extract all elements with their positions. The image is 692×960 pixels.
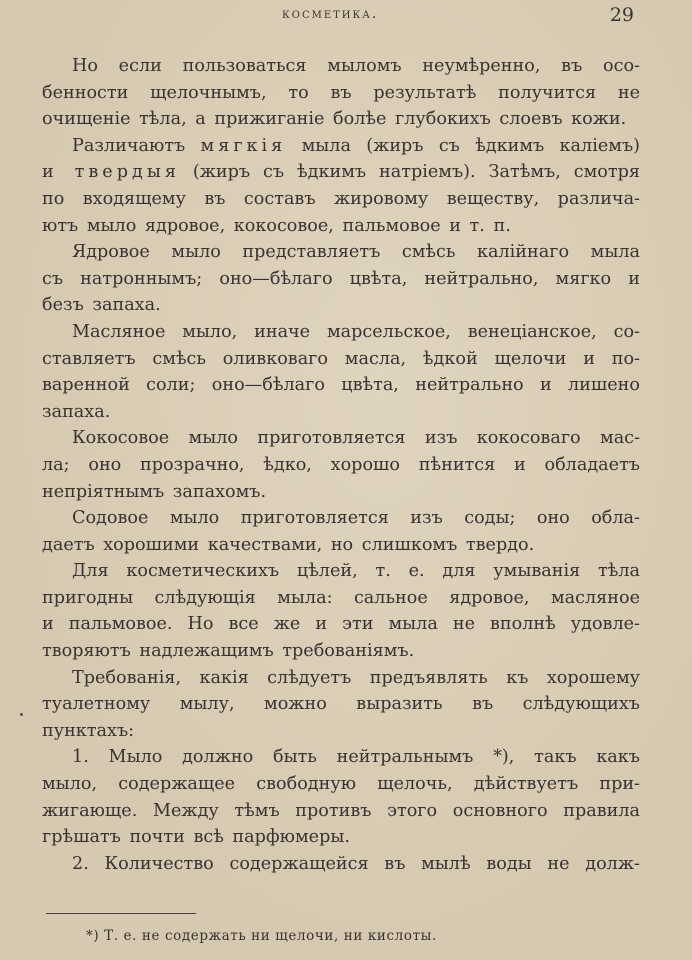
page-number: 29 [609,4,634,26]
text-line: жигающе. Между тѣмъ противъ этого основного правила [42,800,640,821]
spaced-term-soft: мягкія [200,135,287,156]
text-line: очищеніе тѣла, а прижиганіе болѣе глубокихъ слоевъ кожи. [42,109,627,130]
text-line: Содовое мыло приготовляется изъ соды; оно обла- [72,508,640,529]
text-line: ставляетъ смѣсь оливковаго масла, ѣдкой щелочи и по- [42,348,640,369]
text-line: по входящему въ составъ жировому веществу, различа- [42,188,640,209]
footnote: *) Т. е. не содержать ни щелочи, ни кислоты. [86,928,437,944]
running-title: косметика. [282,6,379,22]
text-line [42,159,640,186]
text-span: (жиръ съ ѣдкимъ натріемъ). Затѣмъ, смотря [192,162,640,183]
text-line: пунктахъ: [42,720,135,741]
text-span: мыла (жиръ съ ѣдкимъ каліемъ) [301,135,640,156]
text-span: Различаютъ [72,135,186,156]
text-line: запаха. [42,401,111,422]
text-line: Но если пользоваться мыломъ неумѣренно, въ осо- [72,56,640,76]
text-line: безъ запаха. [42,295,161,316]
text-line [42,133,640,160]
text-line: варенной соли; оно—бѣлаго цвѣта, нейтрально и лишено [42,375,640,396]
text-line: 1. Мыло должно быть нейтральнымъ *), такъ какъ [72,747,640,768]
ink-speck [20,713,23,716]
text-line: Ядровое мыло представляетъ смѣсь калійнаго мыла [72,242,640,263]
text-line: и пальмовое. Но все же и эти мыла не вполнѣ удовле- [42,614,640,635]
text-line: Для косметическихъ цѣлей, т. е. для умыванія тѣла [72,561,640,582]
text-line: 2. Количество содержащейся въ мылѣ воды не долж- [72,853,640,874]
spaced-term-hard: и твердыя [42,162,180,183]
text-line: туалетному мылу, можно выразить въ слѣдующихъ [42,694,640,715]
text-line: творяютъ надлежащимъ требованіямъ. [42,641,415,662]
text-line: Масляное мыло, иначе марсельское, венеціанское, со- [72,321,640,342]
text-line: грѣшатъ почти всѣ парфюмеры. [42,827,350,848]
text-line: ютъ мыло ядровое, кокосовое, пальмовое и т. п. [42,215,511,236]
text-line: съ натроннымъ; оно—бѣлаго цвѣта, нейтрально, мягко и [42,268,640,289]
text-line: ла; оно прозрачно, ѣдко, хорошо пѣнится и обладаетъ [42,454,640,475]
text-line: пригодны слѣдующія мыла: сальное ядровое, масляное [42,587,640,608]
text-line: Кокосовое мыло приготовляется изъ кокосоваго мас- [72,428,640,449]
text-line: мыло, содержащее свободную щелочь, дѣйствуетъ при- [42,774,640,795]
text-line: бенности щелочнымъ, то въ результатѣ получится не [42,82,640,103]
body-text [42,53,640,877]
text-line: непріятнымъ запахомъ. [42,481,267,502]
footnote-divider [46,913,196,914]
text-line: Требованія, какія слѣдуетъ предъявлять къ хорошему [72,667,640,688]
text-line: даетъ хорошими качествами, но слишкомъ твердо. [42,534,535,555]
